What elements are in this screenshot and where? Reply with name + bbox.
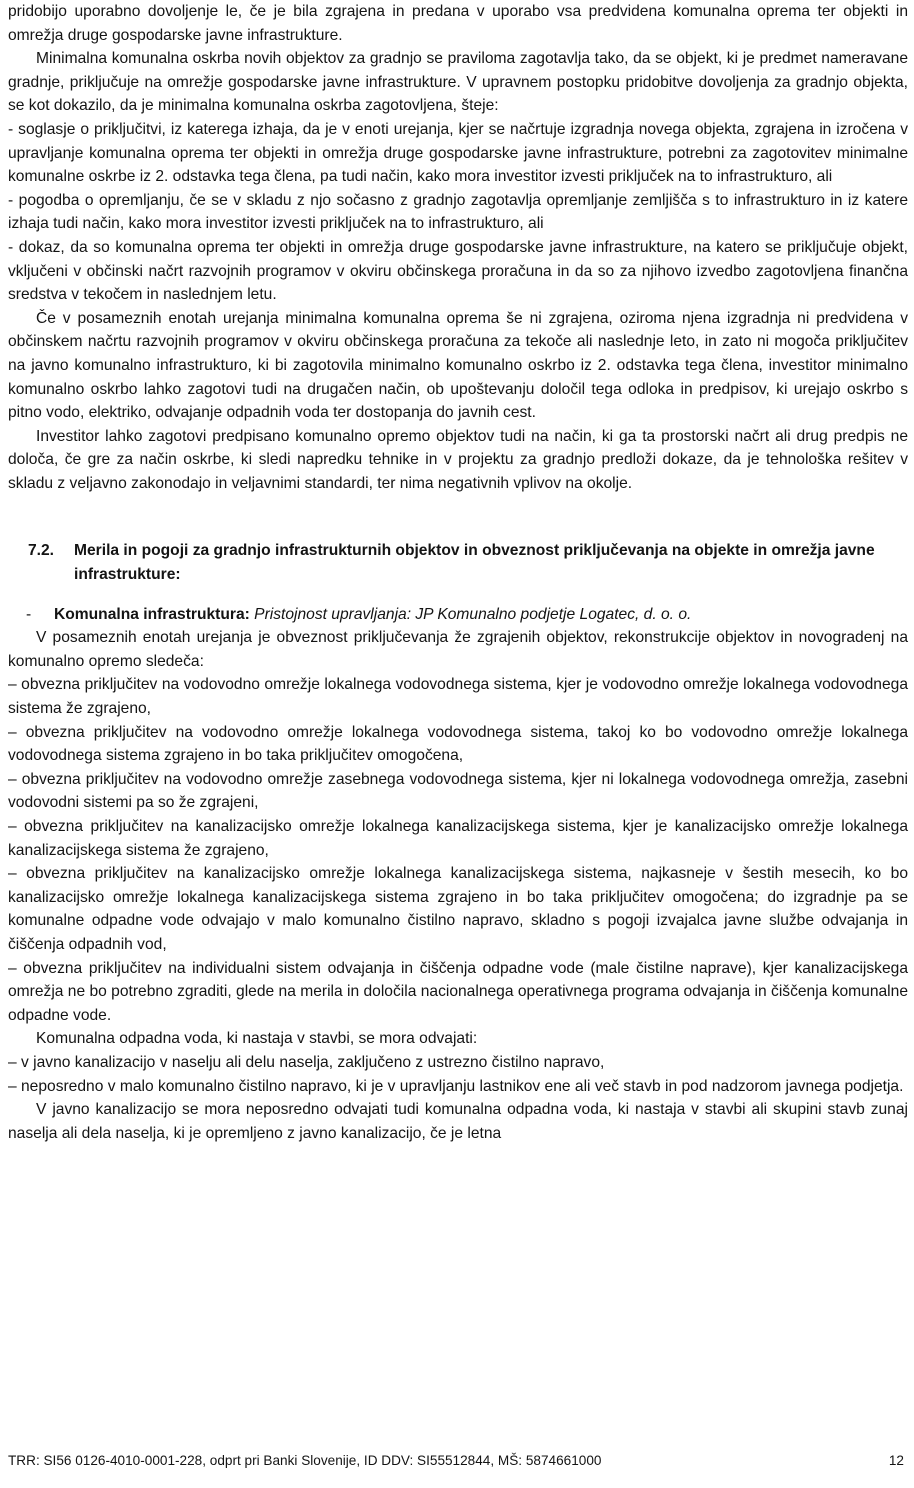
page-footer (8, 1452, 908, 1470)
paragraphs-top (8, 0, 908, 495)
section-title: Merila in pogoji za gradnjo infrastrukturnih objektov in obveznost priključevanja na objekte in omrežja javne infrastrukture: (74, 542, 875, 584)
list-item: – obvezna priključitev na individualni sistem odvajanja in čiščenja odpadne vode (male čistilne naprave), kjer kanalizacijskega omrežja ne bo potrebno zgraditi, glede na merila in določila nacionalnega operativnega programa odvajanja in čiščenja komunalne odpadne vode. (8, 959, 908, 1024)
list-item: – neposredno v malo komunalno čistilno napravo, ki je v upravljanju lastnikov ene ali več stavb in pod nadzorom javnega podjetja. (8, 1077, 904, 1095)
section-heading (8, 539, 908, 586)
list-item: - soglasje o priključitvi, iz katerega izhaja, da je v enoti urejanja, kjer se načrtuje izgradnja novega objekta, zgrajena in izročena v upravljanje komunalna oprema ter objekti in omrežja druge gospodarske javne infrastrukture, potrebni za zagotovitev minimalne komunalne oskrbe iz 2. odstavka tega člena, pa tudi način, kako mora investitor izvesti priključek na to infrastrukturo, ali (8, 120, 908, 186)
bullet-dash: - (26, 605, 32, 623)
paragraph: Če v posameznih enotah urejanja minimalna komunalna oprema še ni zgrajena, oziroma njena izgradnja ni predvidena v občinskem načrtu razvojnih programov v okviru občinskega proračuna za tekoče ali naslednje leto, in zato ni mogoča priključitev na javno komunalno infrastrukturo, ki bi zagotovila minimalno komunalno oskrbo iz 2. odstavka tega člena, investitor minimalno komunalno oskrbo lahko zagotovi tudi na drugačen način, ob upoštevanju določil tega odloka in predpisov, ki urejajo oskrbo s pitno vodo, elektriko, odvajanje odpadnih voda ter dostopanja do javnih cest. (8, 309, 908, 422)
footer-bank-details: TRR: SI56 0126-4010-0001-228, odprt pri Banki Slovenije, ID DDV: SI55512844, MŠ: 5874661000 (8, 1453, 602, 1468)
infrastructure-item (8, 603, 908, 627)
paragraph: Investitor lahko zagotovi predpisano komunalno opremo objektov tudi na način, ki ga ta prostorski načrt ali drug predpis ne določa, če gre za način oskrbe, ki sledi napredku tehnike in v projektu za gradnjo predloži dokaze, da je tehnološka rešitev v skladu z veljavno zakonodajo in veljavnimi standardi, ter nima negativnih vplivov na okolje. (8, 427, 908, 492)
page-number: 12 (888, 1453, 904, 1468)
list-item: - pogodba o opremljanju, če se v skladu z njo sočasno z gradnjo zagotavlja opremljanje zemljišča s to infrastrukturo in iz katere izhaja tudi način, kako mora investitor izvesti priključek na to infrastrukturo, ali (8, 191, 908, 233)
paragraph: Komunalna odpadna voda, ki nastaja v stavbi, se mora odvajati: (36, 1030, 478, 1048)
list-item: – v javno kanalizacijo v naselju ali delu naselja, zaključeno z ustrezno čistilno napravo, (8, 1053, 605, 1071)
paragraph: pridobijo uporabno dovoljenje le, če je bila zgrajena in predana v uporabo vsa predvidena komunalna oprema ter objekti in omrežja druge gospodarske javne infrastrukture. (8, 3, 908, 44)
list-item: – obvezna priključitev na vodovodno omrežje lokalnega vodovodnega sistema, takoj ko bo vodovodno omrežje lokalnega vodovodnega sistema zgrajeno in bo taka priključitev omogočena, (8, 723, 908, 765)
list-item: – obvezna priključitev na kanalizacijsko omrežje lokalnega kanalizacijskega sistema, kjer je kanalizacijsko omrežje lokalnega kanalizacijskega sistema že zgrajeno, (8, 818, 908, 859)
section-number: 7.2. (28, 542, 55, 560)
document-body (8, 0, 908, 1145)
list-item: – obvezna priključitev na kanalizacijsko omrežje lokalnega kanalizacijskega sistema, najkasneje v šestih mesecih, ko bo kanalizacijsko omrežje lokalnega kanalizacijskega sistema zgrajeno in bo taka priključitev omogočena; do izgradnje pa se komunalne odpadne vode odvajajo v malo komunalno čistilno napravo, skladno s pogoji izvajalca javne službe odvajanja in čiščenja odpadnih vod, (8, 865, 908, 953)
list-item: – obvezna priključitev na vodovodno omrežje zasebnega vodovodnega sistema, kjer ni lokalnega vodovodnega omrežja, zasebni vodovodni sistemi pa so že zgrajeni, (8, 770, 908, 812)
infrastructure-label: Komunalna infrastruktura: (54, 605, 250, 623)
paragraph: V posameznih enotah urejanja je obveznost priključevanja že zgrajenih objektov, rekonstrukcije objektov in novogradenj na komunalno opremo sledeča: (8, 629, 908, 670)
list-item: – obvezna priključitev na vodovodno omrežje lokalnega vodovodnega sistema, kjer je vodovodno omrežje lokalnega vodovodnega sistema že zgrajeno, (8, 676, 908, 718)
management-responsibility: Pristojnost upravljanja: JP Komunalno podjetje Logatec, d. o. o. (254, 605, 692, 623)
paragraph: V javno kanalizacijo se mora neposredno odvajati tudi komunalna odpadna voda, ki nastaja v stavbi ali skupini stavb zunaj naselja ali dela naselja, ki je opremljeno z javno kanalizacijo, če je letna (8, 1101, 908, 1142)
list-item: - dokaz, da so komunalna oprema ter objekti in omrežja druge gospodarske javne infrastrukture, na katero se priključuje objekt, vključeni v občinski načrt razvojnih programov v okviru občinskega proračuna in da so za njihovo izvedbo zagotovljena finančna sredstva v tekočem in naslednjem letu. (8, 238, 908, 304)
paragraphs-bottom (8, 626, 908, 1145)
paragraph: Minimalna komunalna oskrba novih objektov za gradnjo se praviloma zagotavlja tako, da se objekt, ki je predmet nameravane gradnje, priključuje na omrežje gospodarske javne infrastrukture. V upravnem postopku pridobitve dovoljenja za gradnjo objekta, se kot dokazilo, da je minimalna komunalna oskrba zagotovljena, šteje: (8, 50, 908, 115)
